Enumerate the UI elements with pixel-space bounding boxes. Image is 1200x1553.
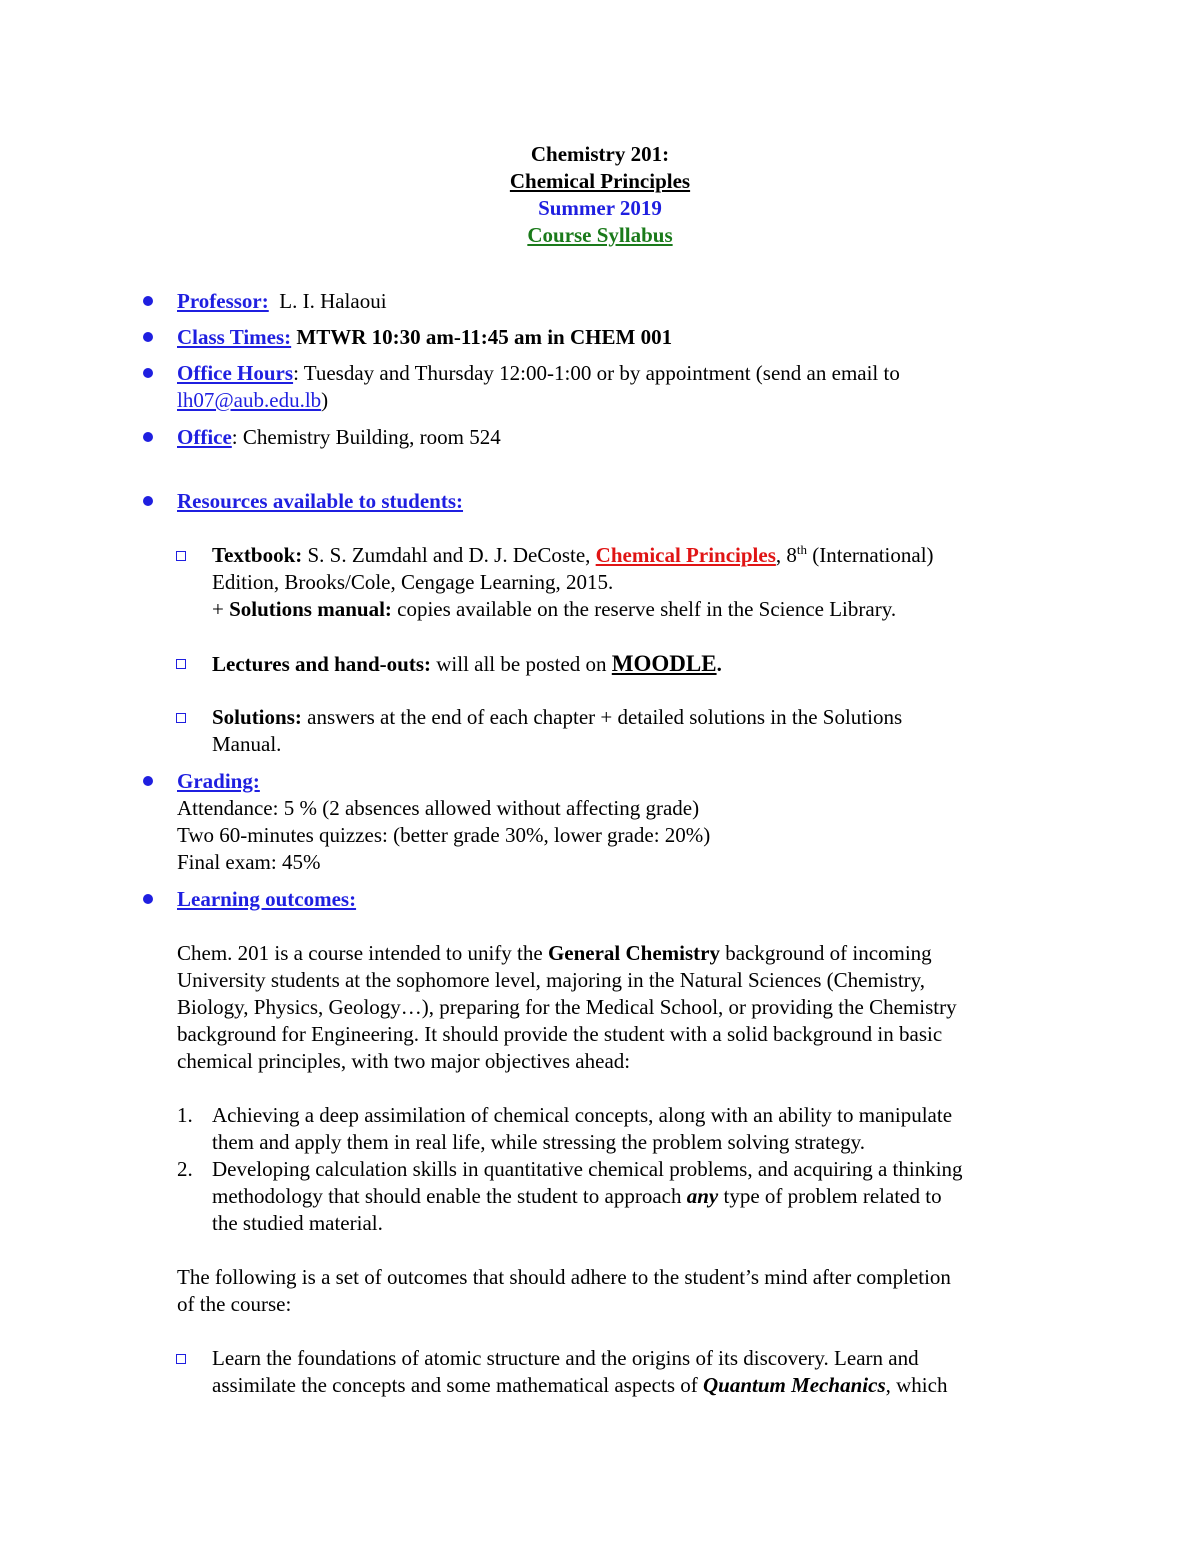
term: Summer 2019 [538,196,662,220]
checkbox-bullet-icon [176,542,196,569]
course-number: Chemistry 201: [530,142,670,166]
solutions-manual-line [212,596,896,623]
lectures-line [212,650,722,678]
textbook-line-2: Edition, Brooks/Cole, Cengage Learning, 2015. [212,570,614,594]
textbook-authors: S. S. Zumdahl and D. J. DeCoste, [302,543,596,567]
class-times-value: MTWR 10:30 am-11:45 am in CHEM 001 [296,325,673,349]
grading-item: Final exam: 45% [177,850,321,874]
intro-text: background of incoming [719,941,932,965]
objective-line: the studied material. [212,1211,383,1235]
outcome-line [212,1372,947,1399]
intro-line [177,940,932,967]
document-type: Course Syllabus [527,223,673,247]
class-times-line [177,324,672,351]
professor-label: Professor: [177,289,269,313]
email-link[interactable]: lh07@aub.edu.lb [177,388,322,412]
plus-sign: + [212,597,230,621]
objective-line: them and apply them in real life, while stressing the problem solving strategy. [212,1130,865,1154]
quantum-mechanics-term: Quantum Mechanics [703,1373,886,1397]
moodle-link[interactable]: MOODLE [611,651,717,676]
solutions-manual-text: copies available on the reserve shelf in the Science Library. [391,597,897,621]
course-title: Chemical Principles [509,169,691,193]
grading-label: Grading: [177,769,260,793]
period: . [716,652,722,676]
intro-text: Chem. 201 is a course intended to unify the [177,941,548,965]
syllabus-header [0,141,1200,249]
textbook-line [212,542,934,569]
solutions-label: Solutions: [212,705,302,729]
objective-line: Developing calculation skills in quantitative chemical problems, and acquiring a thinking [212,1157,963,1181]
solutions-manual-label: Solutions manual: [229,597,392,621]
office-line [177,424,501,451]
office-value: : Chemistry Building, room 524 [231,425,501,449]
intro-line: Biology, Physics, Geology…), preparing for the Medical School, or providing the Chemistry [177,995,957,1019]
checkbox-bullet-icon [176,704,196,731]
learning-outcomes-label: Learning outcomes: [177,887,357,911]
office-hours-email-line [177,387,328,414]
outcome-text: assimilate the concepts and some mathematical aspects of [212,1373,703,1397]
bullet-icon [140,324,160,351]
office-label: Office [177,425,232,449]
intro-line: background for Engineering. It should provide the student with a solid background in basic [177,1022,943,1046]
objective-line: Achieving a deep assimilation of chemical concepts, along with an ability to manipulate [212,1103,953,1127]
emphasis-any: any [686,1184,719,1208]
solutions-line-2: Manual. [212,732,282,756]
checkbox-bullet-icon [176,1345,196,1372]
bullet-icon [140,768,160,795]
edition-superscript: th [796,542,808,557]
following-line: The following is a set of outcomes that should adhere to the student’s mind after completion [177,1265,951,1289]
checkbox-bullet-icon [176,650,196,677]
lectures-text: will all be posted on [430,652,612,676]
professor-value: L. I. Halaoui [279,289,387,313]
bullet-icon [140,288,160,315]
textbook-edition-type: (International) [807,543,934,567]
textbook-edition: , 8 [775,543,797,567]
objective-number: 2. [177,1157,193,1181]
bullet-icon [140,360,160,387]
solutions-line [212,704,902,731]
grading-heading [177,768,260,795]
office-hours-line [177,360,900,387]
outcome-line: Learn the foundations of atomic structure and the origins of its discovery. Learn and [212,1346,919,1370]
objective-text: methodology that should enable the student to approach [212,1184,687,1208]
following-line: of the course: [177,1292,292,1316]
class-times-label: Class Times: [177,325,292,349]
office-hours-label: Office Hours [177,361,294,385]
outcome-text: , which [885,1373,948,1397]
bullet-icon [140,886,160,913]
learning-outcomes-heading [177,886,356,913]
intro-line: University students at the sophomore level, majoring in the Natural Sciences (Chemistry, [177,968,926,992]
resources-heading [177,488,463,515]
grading-item: Two 60-minutes quizzes: (better grade 30%, lower grade: 20%) [177,823,711,847]
lectures-label: Lectures and hand-outs: [212,652,431,676]
intro-line: chemical principles, with two major objectives ahead: [177,1049,631,1073]
grading-item: Attendance: 5 % (2 absences allowed without affecting grade) [177,796,700,820]
objective-number: 1. [177,1103,193,1127]
general-chemistry-term: General Chemistry [547,941,720,965]
resources-label: Resources available to students: [177,489,464,513]
closing-paren: ) [321,388,329,412]
textbook-title: Chemical Principles [595,543,776,567]
textbook-label: Textbook: [212,543,303,567]
bullet-icon [140,424,160,451]
solutions-text: answers at the end of each chapter + detailed solutions in the Solutions [301,705,903,729]
bullet-icon [140,488,160,515]
objective-line [212,1183,942,1210]
office-hours-value: : Tuesday and Thursday 12:00-1:00 or by appointment (send an email to [293,361,900,385]
objective-text: type of problem related to [718,1184,942,1208]
professor-line [177,288,387,315]
